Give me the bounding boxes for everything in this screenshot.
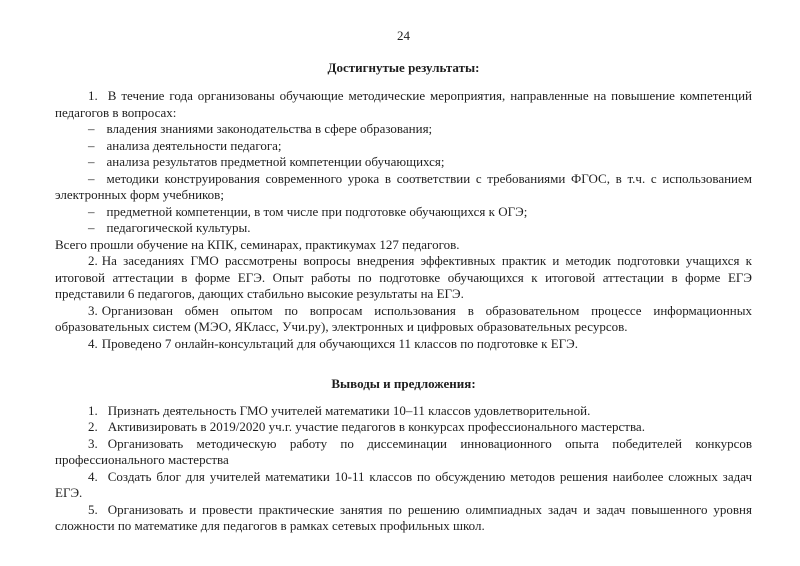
paragraph-text: Организован обмен опытом по вопросам использования в образовательном процессе информационных образовательных систем (МЭО, ЯКласс, Учи.ру), электронных и цифровых образовательных ресурсов.: [55, 302, 752, 334]
bullet-item-text: методики конструирования современного урока в соответствии с требованиями ФГОС, в т.ч. с использованием электронных форм учебников;: [55, 170, 752, 202]
paragraph-text: Признать деятельность ГМО учителей математики 10–11 классов удовлетворительной.: [107, 402, 591, 418]
paragraph-text: Проведено 7 онлайн-консультаций для обучающихся 11 классов по подготовке к ЕГЭ.: [101, 335, 578, 351]
list-number: 1.: [88, 402, 98, 418]
paragraph-text: Создать блог для учителей математики 10-11 классов по обсуждению методов решения наиболее сложных задач ЕГЭ.: [55, 468, 752, 500]
results-heading: Достигнутые результаты:: [327, 59, 480, 75]
list-number: 4.: [88, 468, 98, 484]
results-list-item: [55, 253, 752, 303]
list-dash-marker: –: [88, 170, 95, 186]
results-intro-paragraph: [55, 88, 752, 121]
paragraph-text: Всего прошли обучение на КПК, семинарах, практикумах 127 педагогов.: [55, 236, 460, 252]
list-dash-marker: –: [88, 203, 95, 219]
conclusion-list-item: [55, 403, 752, 420]
bullet-list-item: [55, 154, 752, 171]
list-number: 2.: [88, 419, 98, 434]
list-number: 3.: [88, 302, 98, 318]
bullet-item-text: анализа результатов предметной компетенции обучающихся;: [106, 154, 445, 169]
paragraph-text: В течение года организованы обучающие методические мероприятия, направленные на повышение компетенций педагогов в вопросах:: [55, 88, 752, 120]
bullet-item-text: предметной компетенции, в том числе при подготовке обучающихся к ОГЭ;: [106, 203, 528, 219]
paragraph-text: Организовать и провести практические занятия по решению олимпиадных задач и задач повышенного уровня сложности по математике для педагогов в рамках сетевых профильных школ.: [55, 501, 752, 533]
list-dash-marker: –: [88, 121, 95, 136]
list-number: 2.: [88, 253, 98, 268]
bullet-list-item: [55, 220, 752, 237]
conclusion-list-item: [55, 436, 752, 469]
paragraph-text: Организовать методическую работу по диссеминации инновационного опыта победителей конкурсов профессионального мастерства: [55, 435, 752, 467]
conclusion-list-item: [55, 502, 752, 535]
paragraph-text: Активизировать в 2019/2020 уч.г. участие педагогов в конкурсах профессионального мастерства.: [107, 419, 645, 434]
conclusion-list-item: [55, 419, 752, 436]
results-list-item: [55, 303, 752, 336]
conclusions-heading: Выводы и предложения:: [331, 376, 476, 391]
conclusion-list-item: [55, 469, 752, 502]
list-number: 5.: [88, 501, 98, 517]
results-list-item: [55, 336, 752, 353]
bullet-item-text: анализа деятельности педагога;: [106, 137, 282, 153]
bullet-list-item: [55, 121, 752, 138]
list-dash-marker: –: [88, 220, 95, 235]
page-number: 24: [397, 28, 410, 43]
training-summary: [55, 237, 752, 254]
paragraph-text: На заседаниях ГМО рассмотрены вопросы внедрения эффективных практик и методик подготовки учащихся к итоговой аттестации в форме ЕГЭ. Опыт работы по подготовке обучающихся к итоговой аттестации в форме ЕГЭ представили 6 педагогов, дающих стабильно высокие результаты на ЕГЭ.: [55, 253, 752, 301]
list-number: 3.: [88, 435, 98, 451]
bullet-item-text: педагогической культуры.: [106, 220, 251, 235]
list-dash-marker: –: [88, 154, 95, 169]
bullet-item-text: владения знаниями законодательства в сфере образования;: [106, 121, 433, 136]
bullet-list-item: [55, 171, 752, 204]
list-number: 4.: [88, 335, 98, 351]
bullet-list-item: [55, 204, 752, 221]
list-number: 1.: [88, 88, 98, 103]
bullet-list-item: [55, 138, 752, 155]
list-dash-marker: –: [88, 137, 95, 153]
